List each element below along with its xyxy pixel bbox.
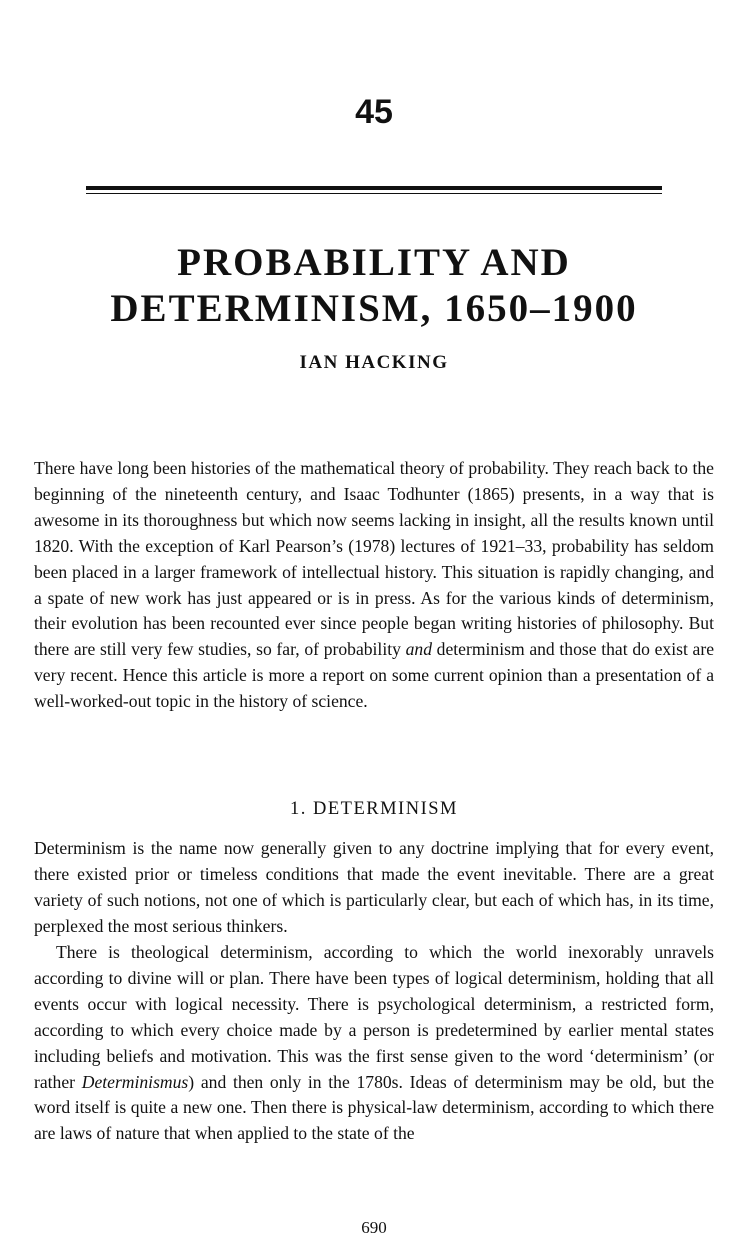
intro-text-after-italic: determinism and those that do exist are very recent. Hence this article is more a report on some current opinion than a presentation of a well-worked-out topic in the history of science. bbox=[34, 639, 714, 712]
intro-paragraph bbox=[34, 456, 714, 715]
section-paragraph-definition: Determinism is the name now generally given to any doctrine implying that for every event, there existed prior or timeless conditions that made the event inevitable. There are a great variety of such notions, not one of which is particularly clear, but each of which has, in its time, perplexed the most serious thinkers. bbox=[34, 838, 714, 936]
page-number: 690 bbox=[361, 1218, 387, 1237]
intro-italic-emphasis: and bbox=[405, 639, 432, 660]
chapter-title-line2: DETERMINISM, 1650–1900 bbox=[110, 287, 638, 330]
author-name: IAN HACKING bbox=[299, 352, 449, 373]
types-text-after-italic: ) and then only in the 1780s. Ideas of determinism may be old, but the word itself is quite a new one. Then there is physical-law determinism, according to which there are laws of nature that when applied to the state of the bbox=[34, 1071, 714, 1144]
header-rule-thin bbox=[86, 193, 662, 194]
chapter-title bbox=[0, 240, 748, 332]
chapter-title-line1: PROBABILITY AND bbox=[177, 241, 571, 284]
types-italic-term: Determinismus bbox=[81, 1071, 189, 1092]
types-text-before-italic: There is theological determinism, according to which the world inexorably unravels according to divine will or plan. There have been types of logical determinism, holding that all events occur with logical necessity. There is psychological determinism, a restricted form, according to which every choice made by a person is predetermined by earlier mental states including beliefs and motivation. This was the first sense given to the word ‘determinism’ (or rather bbox=[34, 942, 714, 1092]
header-rule-thick bbox=[86, 186, 662, 190]
section-paragraph-types bbox=[34, 940, 714, 1147]
intro-text-before-italic: There have long been histories of the mathematical theory of probability. They reach back to the beginning of the nineteenth century, and Isaac Todhunter (1865) presents, in a way that is awesome in its thoroughness but which now seems lacking in insight, all the results known until 1820. With the exception of Karl Pearson’s (1978) lectures of 1921–33, probability has seldom been placed in a larger framework of intellectual history. This situation is rapidly changing, and a spate of new work has just appeared or is in press. As for the various kinds of determinism, their evolution has been recounted ever since people began writing histories of philosophy. But there are still very few studies, so far, of probability bbox=[34, 458, 714, 660]
section-heading-determinism: 1. DETERMINISM bbox=[290, 799, 458, 819]
chapter-number: 45 bbox=[355, 93, 393, 131]
